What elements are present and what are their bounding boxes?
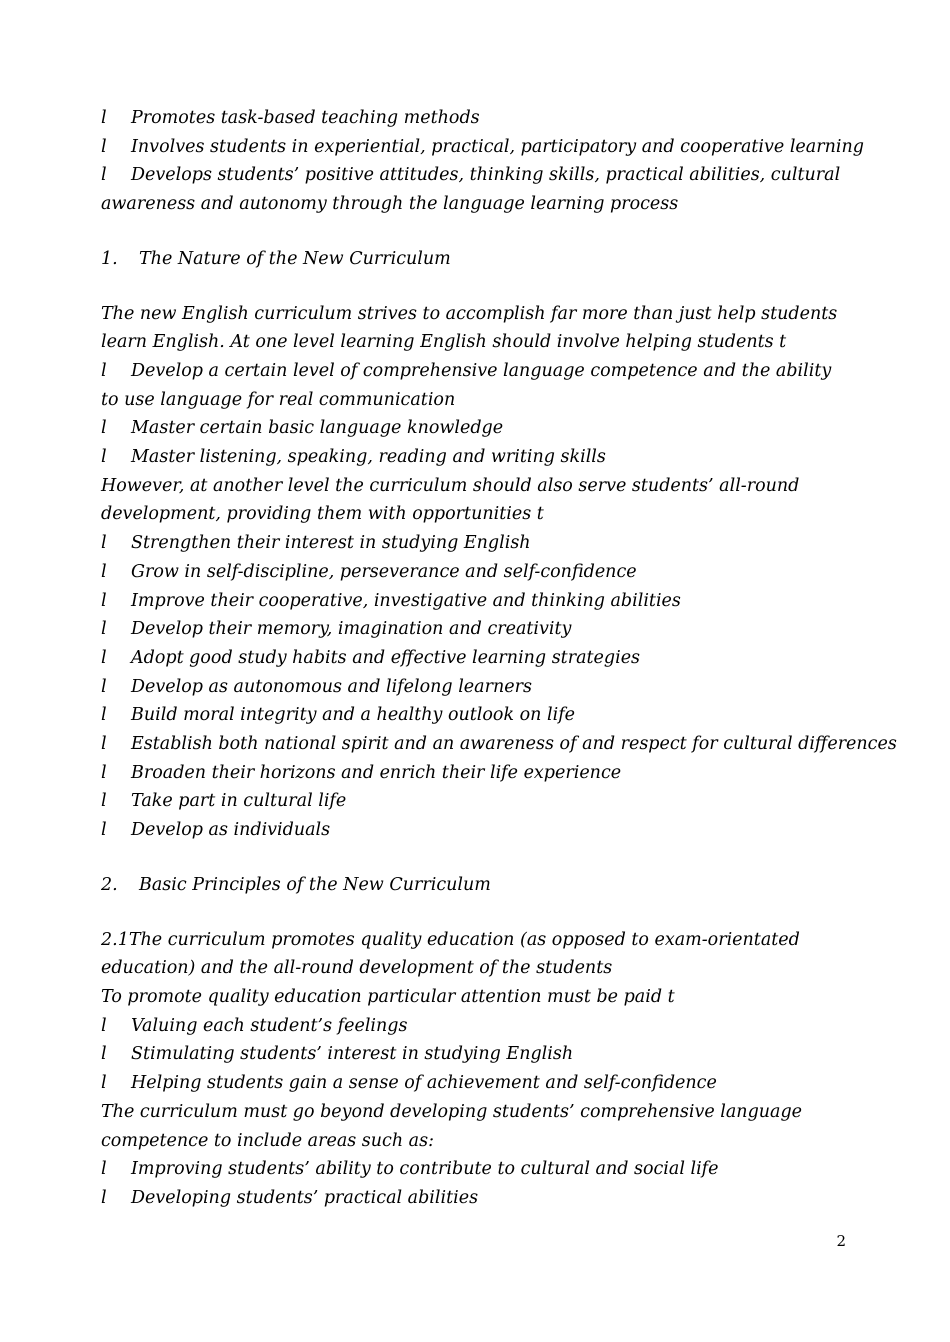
list-item-text: Improving students’ ability to contribute to cultural and social life [131,1159,719,1180]
section-title: The Nature of the New Curriculum [139,248,451,269]
bullet-mark: l [101,762,107,783]
bullet-mark: l [101,533,107,554]
paragraph: However, at another level the curriculum should also serve students’ all-round development, providing them with opportunities t [101,475,800,525]
list-item [101,1012,851,1041]
list-item [101,1184,851,1213]
bullet-mark: l [101,360,107,381]
bullet-mark: l [101,1159,107,1180]
list-item [101,133,864,162]
bullet-mark: l [101,1015,107,1036]
list-item-text: Develop their memory, imagination and creativity [131,619,572,640]
list-item-text: Develop a certain level of comprehensive language competence and the ability to use language for real communication [101,360,832,410]
list-item-text: Grow in self-discipline, perseverance and self-confidence [131,561,637,582]
bullet-mark: l [101,108,107,128]
bullet-mark: l [101,1044,107,1065]
list-item [101,587,851,616]
bullet-mark: l [101,1073,107,1094]
paragraph: The curriculum must go beyond developing students’ comprehensive language competence to include areas such as: [101,1101,803,1151]
bullet-mark: l [101,791,107,812]
bullet-mark: l [101,820,107,841]
paragraph: To promote quality education particular attention must be paid t [101,986,675,1007]
list-item-text: Adopt good study habits and effective learning strategies [131,647,641,668]
list-item [101,615,851,644]
bullet-mark: l [101,165,107,186]
section-number: 2. [101,874,118,895]
paragraph: The new English curriculum strives to accomplish far more than just help students learn English. At one level learning English should involve helping students t [101,303,838,353]
list-item-text: Build moral integrity and a healthy outlook on life [131,705,576,726]
bullet-mark: l [101,619,107,640]
bullet-mark: l [101,1187,107,1208]
list-item [101,1040,851,1069]
list-item [101,1155,851,1184]
list-item-text: Strengthen their interest in studying English [131,533,531,554]
bullet-mark: l [101,705,107,726]
list-item-text: Promotes task-based teaching methods [131,108,480,128]
list-item [101,529,851,558]
list-item-text: Helping students gain a sense of achievement and self-confidence [131,1073,717,1094]
list-item-text: Valuing each student’s feelings [131,1015,408,1036]
document-page [101,104,897,1213]
list-item [101,104,851,133]
list-item-text: Master listening, speaking, reading and writing skills [131,447,606,468]
list-item [101,1069,851,1098]
bullet-mark: l [101,561,107,582]
bullet-mark: l [101,418,107,439]
list-item [101,787,851,816]
list-item-text: Develop as individuals [131,820,331,841]
bullet-mark: l [101,647,107,668]
list-item-text: Stimulating students’ interest in studying English [131,1044,574,1065]
list-item [101,414,851,443]
list-item [101,759,851,788]
section-title: Basic Principles of the New Curriculum [139,874,491,895]
list-item [101,701,851,730]
bullet-mark: l [101,136,107,157]
bullet-mark: l [101,676,107,697]
list-item [101,816,851,845]
list-item-text: Take part in cultural life [131,791,347,812]
list-item-text: Establish both national spirit and an awareness of and respect for cultural differences [131,734,897,755]
list-item [101,443,851,472]
list-item-text: Improve their cooperative, investigative and thinking abilities [131,590,681,611]
list-item-text: Develops students’ positive attitudes, thinking skills, practical abilities, cultural awareness and autonomy through the language learning process [101,165,841,215]
bullet-mark: l [101,447,107,468]
list-item [101,161,851,218]
list-item-text: Involves students in experiential, practical, participatory and cooperative learning [131,136,864,157]
list-item-text: Developing students’ practical abilities [131,1187,479,1208]
list-item [101,644,851,673]
section-heading-1 [101,245,851,274]
list-item [101,673,851,702]
section-heading-2 [101,871,851,900]
bullet-mark: l [101,734,107,755]
page-number: 2 [836,1232,846,1250]
list-item [101,558,851,587]
list-item [101,357,851,414]
list-item-text: Broaden their horizons and enrich their life experience [131,762,622,783]
bullet-mark: l [101,590,107,611]
paragraph: 2.1The curriculum promotes quality education (as opposed to exam-orientated education) and the all-round development of the students [101,929,800,979]
list-item-text: Master certain basic language knowledge [131,418,504,439]
list-item [101,730,897,759]
list-item-text: Develop as autonomous and lifelong learners [131,676,532,697]
section-number: 1. [101,248,118,269]
